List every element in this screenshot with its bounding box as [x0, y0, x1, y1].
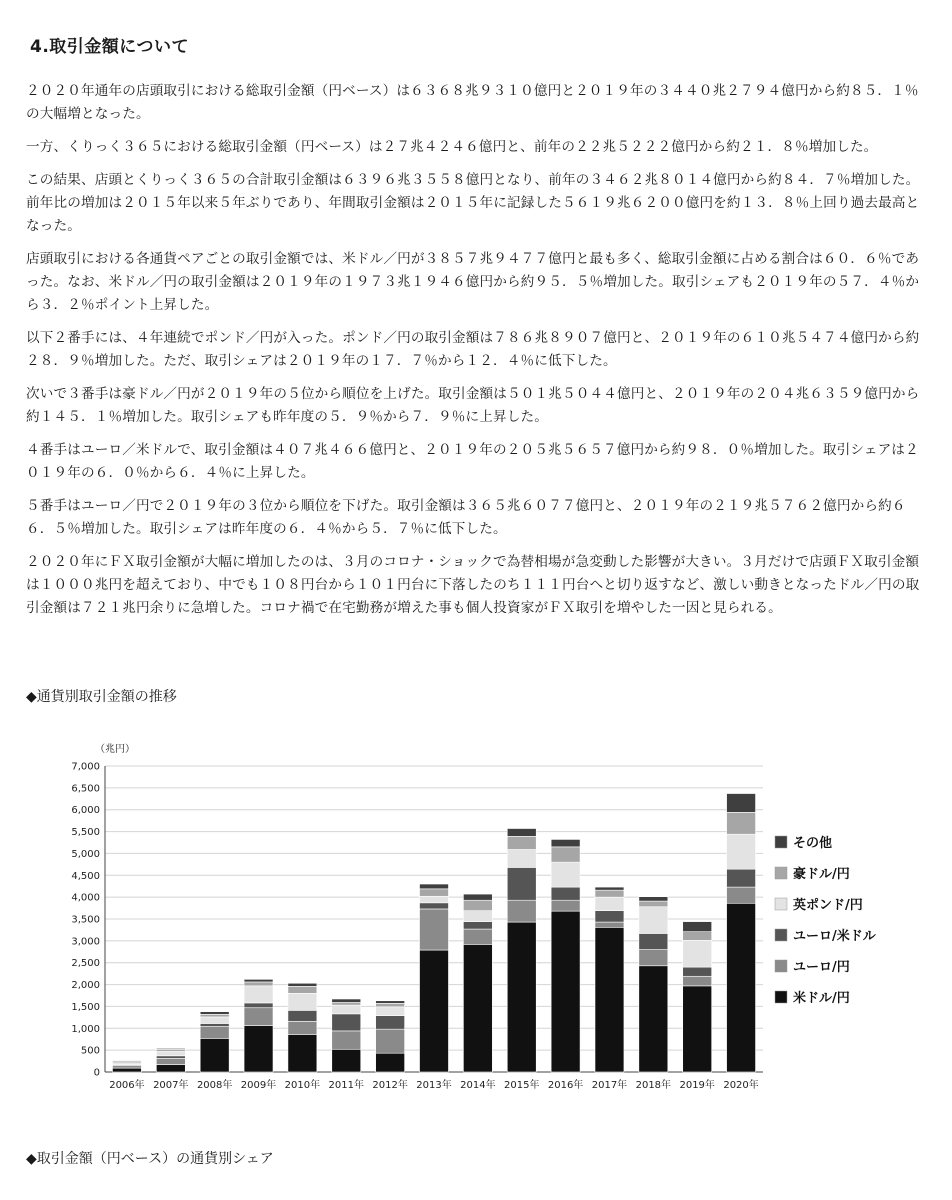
bar-segment	[551, 900, 580, 911]
legend-label: ユーロ/米ドル	[793, 929, 876, 944]
bar-segment	[727, 794, 756, 813]
bar-segment	[200, 1038, 229, 1072]
bar-segment	[507, 829, 536, 837]
y-tick-label: 4,000	[71, 892, 100, 904]
legend-swatch	[775, 898, 787, 910]
bar-segment	[683, 932, 712, 941]
bar-segment	[420, 889, 449, 896]
bar-segment	[507, 922, 536, 1072]
bar-segment	[463, 929, 492, 944]
x-tick-label: 2016年	[547, 1080, 584, 1091]
bar-segment	[244, 986, 273, 1003]
legend-swatch	[775, 836, 787, 848]
bar-segment	[200, 1023, 229, 1026]
bar-segment	[156, 1049, 185, 1051]
paragraph-7: ４番手はユーロ／米ドルで、取引金額は４０７兆４６６億円と、２０１９年の２０５兆５６５７億円から約９８．０％増加した。取引シェアは２０１９年の６．０％から６．４％に上昇した。	[26, 442, 919, 481]
bar-segment	[156, 1058, 185, 1064]
bar-segment	[420, 896, 449, 903]
x-tick-label: 2007年	[153, 1080, 189, 1091]
bar-segment	[463, 900, 492, 910]
legend-swatch	[775, 929, 787, 941]
y-tick-label: 6,000	[71, 805, 100, 817]
bar-segment	[112, 1061, 141, 1062]
x-tick-label: 2011年	[328, 1080, 364, 1091]
bar-segment	[200, 1027, 229, 1039]
bar-segment	[288, 993, 317, 1010]
bar-segment	[200, 1012, 229, 1015]
bar-segment	[376, 1007, 405, 1016]
legend-swatch	[775, 991, 787, 1003]
bar-segment	[639, 966, 668, 1072]
bar-segment	[595, 897, 624, 911]
bar-segment	[332, 1049, 361, 1072]
bar-segment	[156, 1056, 185, 1059]
bar-segment	[420, 950, 449, 1072]
bar-segment	[288, 1034, 317, 1072]
bar-segment	[288, 986, 317, 993]
bar-segment	[551, 862, 580, 887]
x-tick-label: 2009年	[240, 1080, 277, 1091]
paragraph-2: 一方、くりっく３６５における総取引金額（円ベース）は２７兆４２４６億円と、前年の２２兆５２２２億円から約２１．８％増加した。	[26, 139, 878, 155]
x-tick-label: 2020年	[723, 1080, 759, 1091]
bar-segment	[551, 839, 580, 846]
y-tick-label: 5,000	[71, 848, 100, 860]
x-tick-label: 2013年	[416, 1080, 452, 1091]
x-tick-label: 2017年	[591, 1080, 628, 1091]
legend-label: その他	[793, 836, 833, 851]
bar-segment	[683, 976, 712, 986]
bar-segment	[244, 979, 273, 982]
chart-caption: ◆通貨別取引金額の推移	[26, 689, 177, 705]
y-tick-label: 1,500	[71, 1001, 100, 1013]
bar-segment	[332, 1002, 361, 1005]
share-caption: ◆取引金額（円ベース）の通貨別シェア	[26, 1151, 274, 1167]
paragraph-4: 店頭取引における各通貨ペアごとの取引金額では、米ドル／円が３８５７兆９４７７億円と最も多く、総取引金額に占める割合は６０．６％であった。なお、米ドル／円の取引金額は２０１９年の１９７３兆１９４６億円から約９５．５％増加した。取引シェアも２０１９年の５７．４％から３．２％ポイント上昇した。	[26, 251, 920, 313]
paragraph-5: 以下２番手には、４年連続でポンド／円が入った。ポンド／円の取引金額は７８６兆８９０７億円と、２０１９年の６１０兆５４７４億円から約２８．９％増加した。ただ、取引シェアは２０１９年の１７．７％から１２．４％に低下した。	[26, 330, 920, 369]
bar-segment	[420, 884, 449, 889]
body-text	[26, 80, 926, 630]
bar-segment	[376, 1029, 405, 1053]
bar-segment	[639, 901, 668, 907]
y-tick-label: 2,000	[71, 980, 100, 992]
x-tick-label: 2012年	[372, 1080, 408, 1091]
bar-segment	[507, 849, 536, 867]
bar-segment	[244, 1003, 273, 1008]
legend-swatch	[775, 960, 787, 972]
bar-segment	[288, 983, 317, 986]
bar-segment	[551, 847, 580, 862]
bar-segment	[376, 1016, 405, 1030]
paragraph-3: この結果、店頭とくりっく３６５の合計取引金額は６３９６兆３５５８億円となり、前年の３４６２兆８０１４億円から約８４．７％増加した。前年比の増加は２０１５年以来５年ぶりであり、年間取引金額は２０１５年に記録した５６１９兆６２００億円を約１３．８％上回り過去最高となった。	[26, 172, 920, 234]
bar-segment	[639, 933, 668, 949]
bar-segment	[595, 922, 624, 927]
bar-segment	[244, 982, 273, 986]
bar-segment	[156, 1048, 185, 1049]
bar-segment	[420, 903, 449, 909]
stacked-bar-chart	[60, 736, 876, 1106]
y-tick-label: 5,500	[71, 827, 100, 839]
bar-segment	[376, 1053, 405, 1072]
bar-segment	[200, 1017, 229, 1024]
bar-segment	[595, 927, 624, 1072]
x-tick-label: 2014年	[460, 1080, 496, 1091]
x-tick-label: 2006年	[109, 1080, 145, 1091]
bar-segment	[683, 967, 712, 976]
x-tick-label: 2015年	[504, 1080, 540, 1091]
bar-segment	[332, 999, 361, 1002]
y-tick-label: 6,500	[71, 783, 100, 795]
bar-segment	[727, 834, 756, 869]
bar-segment	[639, 897, 668, 901]
bar-segment	[551, 887, 580, 900]
bar-segment	[463, 894, 492, 900]
bar-segment	[112, 1065, 141, 1068]
bar-segment	[639, 907, 668, 934]
legend-swatch	[775, 867, 787, 879]
bar-segment	[683, 940, 712, 967]
bar-segment	[156, 1065, 185, 1072]
x-tick-label: 2008年	[196, 1080, 233, 1091]
bar-segment	[288, 1010, 317, 1021]
bar-segment	[727, 869, 756, 887]
bar-segment	[683, 986, 712, 1072]
bar-segment	[595, 911, 624, 922]
bar-segment	[463, 922, 492, 929]
bar-segment	[683, 922, 712, 932]
bar-segment	[463, 911, 492, 922]
bar-segment	[332, 1005, 361, 1014]
bar-segment	[727, 812, 756, 834]
y-unit-label: （兆円）	[95, 744, 135, 755]
bar-segment	[727, 887, 756, 903]
legend-label: ユーロ/円	[793, 960, 850, 975]
legend-label: 英ポンド/円	[793, 898, 863, 913]
section-heading: 4.取引金額について	[30, 37, 189, 57]
bar-segment	[288, 1021, 317, 1034]
bar-segment	[112, 1068, 141, 1072]
bar-segment	[507, 836, 536, 849]
paragraph-8: ５番手はユーロ／円で２０１９年の３位から順位を下げた。取引金額は３６５兆６０７７億円と、２０１９年の２１９兆５７６２億円から約６６．５％増加した。取引シェアは昨年度の６．４％から５．７％に低下した。	[26, 498, 906, 537]
y-tick-label: 1,000	[71, 1023, 100, 1035]
paragraph-9: ２０２０年にＦＸ取引金額が大幅に増加したのは、３月のコロナ・ショックで為替相場が急変動した影響が大きい。３月だけで店頭ＦＸ取引金額は１０００兆円を超えており、中でも１０８円台から１０１円台に下落したのち１１１円台へと切り返すなど、激しい動きとなったドル／円の取引金額は７２１兆円余りに急増した。コロナ禍で在宅勤務が増えた事も個人投資家がＦＸ取引を増やした一因と見られる。	[26, 554, 920, 616]
y-tick-label: 4,500	[71, 870, 100, 882]
y-tick-label: 3,500	[71, 914, 100, 926]
legend-label: 豪ドル/円	[793, 867, 850, 882]
bar-segment	[332, 1031, 361, 1049]
paragraph-6: 次いで３番手は豪ドル／円が２０１９年の５位から順位を上げた。取引金額は５０１兆５０４４億円と、２０１９年の２０４兆６３５９億円から約１４５．１％増加した。取引シェアも昨年度の５．９％から７．９％に上昇した。	[26, 386, 920, 425]
bar-segment	[595, 887, 624, 890]
bar-segment	[332, 1014, 361, 1031]
x-tick-label: 2018年	[635, 1080, 672, 1091]
bar-segment	[507, 867, 536, 900]
bar-segment	[376, 1001, 405, 1004]
bar-segment	[244, 1008, 273, 1026]
bar-segment	[727, 903, 756, 1072]
y-tick-label: 0	[93, 1067, 100, 1079]
bar-segment	[639, 950, 668, 966]
paragraph-1: ２０２０年通年の店頭取引における総取引金額（円ベース）は６３６８兆９３１０億円と２０１９年の３４４０兆２７９４億円から約８５．１％の大幅増となった。	[26, 83, 919, 122]
bar-segment	[244, 1026, 273, 1072]
bar-segment	[595, 890, 624, 897]
bar-segment	[420, 909, 449, 950]
bar-segment	[507, 900, 536, 922]
bar-segment	[200, 1014, 229, 1017]
x-tick-label: 2010年	[284, 1080, 321, 1091]
bar-segment	[376, 1003, 405, 1006]
bar-segment	[463, 944, 492, 1072]
y-tick-label: 3,000	[71, 936, 100, 948]
legend-label: 米ドル/円	[793, 991, 850, 1006]
y-tick-label: 500	[80, 1045, 100, 1057]
bar-segment	[551, 911, 580, 1072]
y-tick-label: 2,500	[71, 958, 100, 970]
x-tick-label: 2019年	[679, 1080, 715, 1091]
y-tick-label: 7,000	[71, 761, 100, 773]
bar-segment	[156, 1051, 185, 1055]
